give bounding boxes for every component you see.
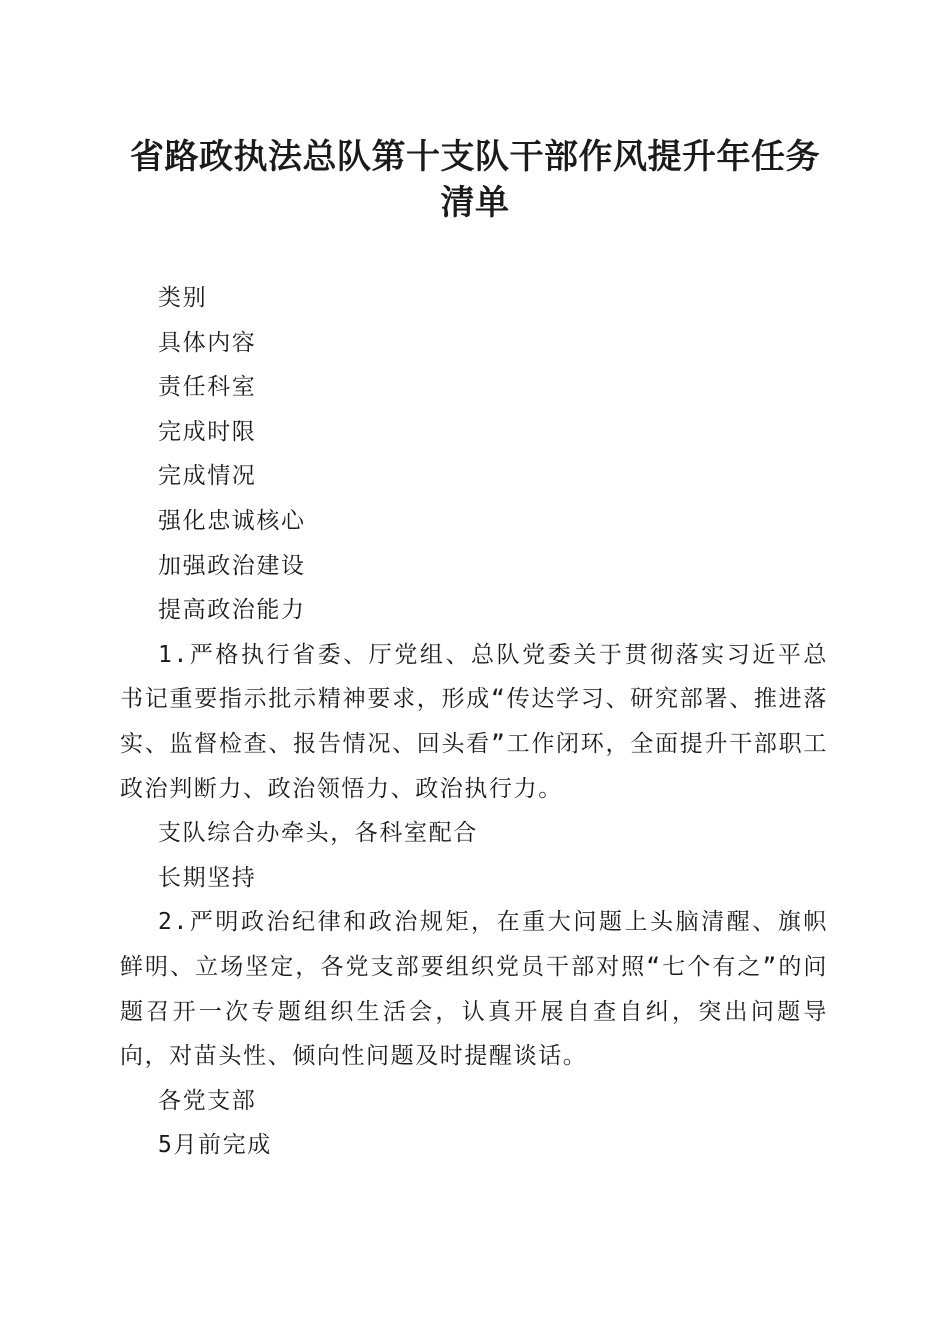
paragraph-content-header: 具体内容 — [158, 329, 257, 356]
paragraph-category-header: 类别 — [158, 285, 208, 311]
document-body — [120, 276, 828, 1168]
paragraph-task-1-department: 支队综合办牵头，各科室配合 — [158, 820, 478, 847]
paragraph-task-2-department: 各党支部 — [158, 1087, 257, 1114]
paragraph-task-1: 1.严格执行省委、厅党组、总队党委关于贯彻落实习近平总书记重要指示批示精神要求，形成“传达学习、研究部署、推进落实、监督检查、报告情况、回头看”工作闭环，全面提升干部职工政治判断力、政治领悟力、政治执行力。 — [120, 641, 828, 802]
paragraph-task-2-deadline: 5月前完成 — [158, 1132, 272, 1159]
paragraph-section-political-ability: 提高政治能力 — [158, 597, 306, 624]
paragraph-task-2: 2.严明政治纪律和政治规矩，在重大问题上头脑清醒、旗帜鲜明、立场坚定，各党支部要组织党员干部对照“七个有之”的问题召开一次专题组织生活会，认真开展自查自纠，突出问题导向，对苗头性、倾向性问题及时提醒谈话。 — [120, 909, 828, 1070]
paragraph-deadline-header: 完成时限 — [158, 418, 257, 445]
title-line-1: 省路政执法总队第十支队干部作风提升年任务 — [130, 137, 820, 177]
paragraph-section-political-building: 加强政治建设 — [158, 552, 306, 579]
paragraph-department-header: 责任科室 — [158, 374, 257, 401]
paragraph-status-header: 完成情况 — [158, 463, 257, 490]
title-line-2: 清单 — [440, 183, 510, 223]
paragraph-task-1-deadline: 长期坚持 — [158, 864, 257, 891]
paragraph-section-loyalty: 强化忠诚核心 — [158, 507, 306, 534]
document-title — [110, 134, 840, 226]
